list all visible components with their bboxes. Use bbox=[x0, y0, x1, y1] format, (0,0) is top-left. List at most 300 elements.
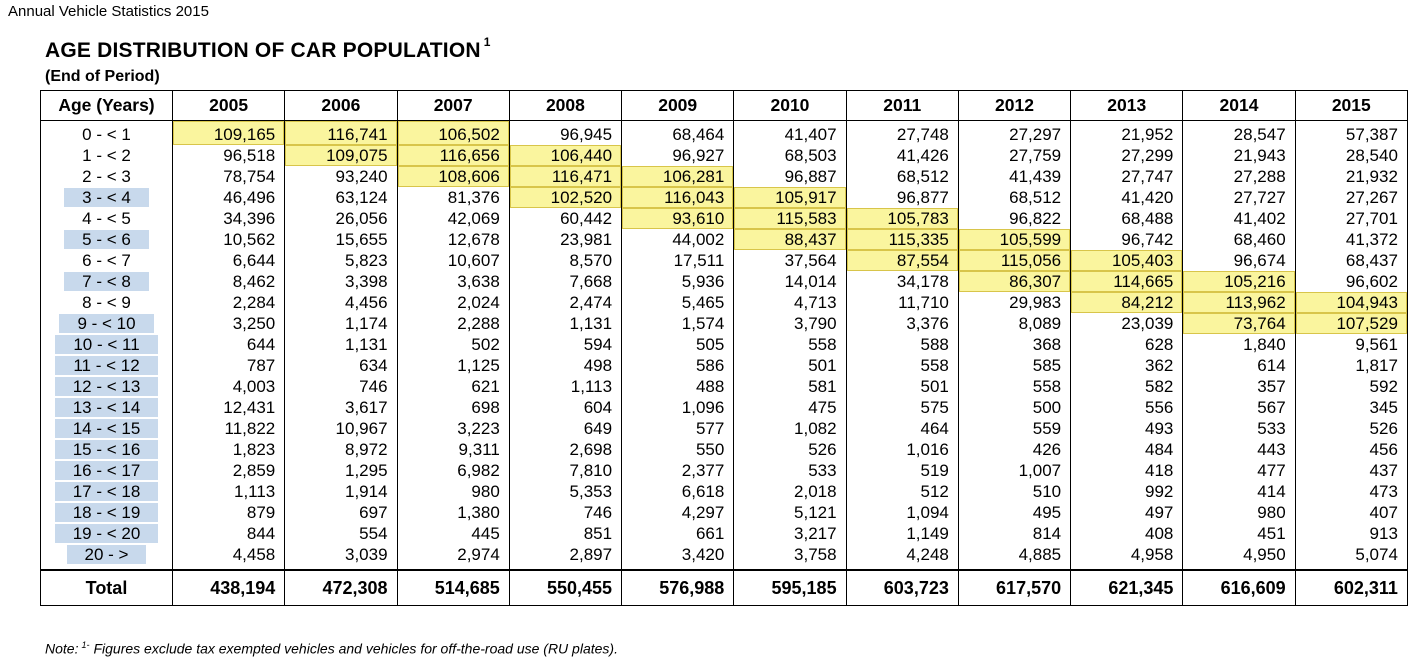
value-cell: 8,972 bbox=[285, 439, 397, 460]
value-cell: 116,656 bbox=[397, 145, 509, 166]
value-cell: 697 bbox=[285, 502, 397, 523]
value-cell: 634 bbox=[285, 355, 397, 376]
total-value-cell: 617,570 bbox=[958, 570, 1070, 606]
age-cell bbox=[41, 481, 173, 502]
value-cell: 586 bbox=[622, 355, 734, 376]
value-cell: 27,267 bbox=[1295, 187, 1407, 208]
value-cell: 368 bbox=[958, 334, 1070, 355]
header-row bbox=[41, 91, 1408, 121]
column-header-year: 2009 bbox=[622, 91, 734, 121]
table-subtitle: (End of Period) bbox=[45, 68, 160, 85]
value-cell: 10,607 bbox=[397, 250, 509, 271]
age-label: 13 - < 14 bbox=[55, 398, 159, 417]
age-cell bbox=[41, 439, 173, 460]
column-header-age: Age (Years) bbox=[41, 91, 173, 121]
age-label: 10 - < 11 bbox=[55, 335, 157, 354]
table-title-text: AGE DISTRIBUTION OF CAR POPULATION bbox=[45, 39, 481, 62]
table-row bbox=[41, 544, 1408, 570]
value-cell: 559 bbox=[958, 418, 1070, 439]
value-cell: 4,003 bbox=[173, 376, 285, 397]
age-label: 9 - < 10 bbox=[59, 314, 153, 333]
total-value-cell: 550,455 bbox=[509, 570, 621, 606]
value-cell: 37,564 bbox=[734, 250, 846, 271]
value-cell: 1,131 bbox=[285, 334, 397, 355]
value-cell: 8,089 bbox=[958, 313, 1070, 334]
age-label: 11 - < 12 bbox=[55, 356, 157, 375]
age-cell bbox=[41, 397, 173, 418]
value-cell: 109,165 bbox=[173, 121, 285, 146]
table-row bbox=[41, 439, 1408, 460]
age-label: 18 - < 19 bbox=[55, 503, 159, 522]
value-cell: 1,174 bbox=[285, 313, 397, 334]
value-cell: 3,758 bbox=[734, 544, 846, 570]
value-cell: 27,747 bbox=[1071, 166, 1183, 187]
value-cell: 115,056 bbox=[958, 250, 1070, 271]
value-cell: 21,932 bbox=[1295, 166, 1407, 187]
value-cell: 12,678 bbox=[397, 229, 509, 250]
value-cell: 3,376 bbox=[846, 313, 958, 334]
value-cell: 27,288 bbox=[1183, 166, 1295, 187]
table-header bbox=[41, 91, 1408, 121]
table-row bbox=[41, 250, 1408, 271]
value-cell: 980 bbox=[1183, 502, 1295, 523]
age-label: 16 - < 17 bbox=[55, 461, 159, 480]
value-cell: 844 bbox=[173, 523, 285, 544]
value-cell: 980 bbox=[397, 481, 509, 502]
table-row bbox=[41, 145, 1408, 166]
value-cell: 9,561 bbox=[1295, 334, 1407, 355]
value-cell: 4,950 bbox=[1183, 544, 1295, 570]
value-cell: 96,945 bbox=[509, 121, 621, 146]
value-cell: 116,043 bbox=[622, 187, 734, 208]
value-cell: 41,439 bbox=[958, 166, 1070, 187]
column-header-year: 2013 bbox=[1071, 91, 1183, 121]
value-cell: 108,606 bbox=[397, 166, 509, 187]
document-header: Annual Vehicle Statistics 2015 bbox=[8, 3, 209, 20]
total-value-cell: 621,345 bbox=[1071, 570, 1183, 606]
value-cell: 78,754 bbox=[173, 166, 285, 187]
value-cell: 105,599 bbox=[958, 229, 1070, 250]
age-label: 7 - < 8 bbox=[64, 272, 149, 291]
total-value-cell: 595,185 bbox=[734, 570, 846, 606]
table-row bbox=[41, 523, 1408, 544]
value-cell: 493 bbox=[1071, 418, 1183, 439]
age-cell bbox=[41, 208, 173, 229]
value-cell: 87,554 bbox=[846, 250, 958, 271]
value-cell: 109,075 bbox=[285, 145, 397, 166]
value-cell: 29,983 bbox=[958, 292, 1070, 313]
value-cell: 526 bbox=[734, 439, 846, 460]
value-cell: 115,335 bbox=[846, 229, 958, 250]
age-label: 1 - < 2 bbox=[82, 145, 131, 165]
title-footnote-mark: 1 bbox=[483, 35, 491, 49]
value-cell: 5,074 bbox=[1295, 544, 1407, 570]
age-label: 8 - < 9 bbox=[82, 292, 131, 312]
value-cell: 1,131 bbox=[509, 313, 621, 334]
value-cell: 12,431 bbox=[173, 397, 285, 418]
value-cell: 1,817 bbox=[1295, 355, 1407, 376]
value-cell: 114,665 bbox=[1071, 271, 1183, 292]
value-cell: 2,288 bbox=[397, 313, 509, 334]
value-cell: 105,216 bbox=[1183, 271, 1295, 292]
value-cell: 510 bbox=[958, 481, 1070, 502]
value-cell: 851 bbox=[509, 523, 621, 544]
value-cell: 6,644 bbox=[173, 250, 285, 271]
age-cell bbox=[41, 460, 173, 481]
value-cell: 57,387 bbox=[1295, 121, 1407, 146]
value-cell: 2,284 bbox=[173, 292, 285, 313]
table-row bbox=[41, 313, 1408, 334]
value-cell: 6,618 bbox=[622, 481, 734, 502]
value-cell: 3,398 bbox=[285, 271, 397, 292]
value-cell: 3,790 bbox=[734, 313, 846, 334]
value-cell: 582 bbox=[1071, 376, 1183, 397]
value-cell: 68,512 bbox=[958, 187, 1070, 208]
value-cell: 556 bbox=[1071, 397, 1183, 418]
value-cell: 456 bbox=[1295, 439, 1407, 460]
value-cell: 407 bbox=[1295, 502, 1407, 523]
value-cell: 3,250 bbox=[173, 313, 285, 334]
value-cell: 2,024 bbox=[397, 292, 509, 313]
value-cell: 27,299 bbox=[1071, 145, 1183, 166]
value-cell: 661 bbox=[622, 523, 734, 544]
value-cell: 5,353 bbox=[509, 481, 621, 502]
age-label: 4 - < 5 bbox=[82, 208, 131, 228]
value-cell: 23,981 bbox=[509, 229, 621, 250]
age-label: 3 - < 4 bbox=[64, 188, 149, 207]
value-cell: 7,668 bbox=[509, 271, 621, 292]
value-cell: 1,096 bbox=[622, 397, 734, 418]
age-cell bbox=[41, 376, 173, 397]
value-cell: 4,297 bbox=[622, 502, 734, 523]
total-value-cell: 576,988 bbox=[622, 570, 734, 606]
value-cell: 41,420 bbox=[1071, 187, 1183, 208]
value-cell: 1,125 bbox=[397, 355, 509, 376]
table-row bbox=[41, 187, 1408, 208]
age-label: 6 - < 7 bbox=[82, 250, 131, 270]
value-cell: 426 bbox=[958, 439, 1070, 460]
value-cell: 106,502 bbox=[397, 121, 509, 146]
value-cell: 41,372 bbox=[1295, 229, 1407, 250]
value-cell: 1,823 bbox=[173, 439, 285, 460]
value-cell: 577 bbox=[622, 418, 734, 439]
age-label: 12 - < 13 bbox=[55, 377, 159, 396]
value-cell: 27,297 bbox=[958, 121, 1070, 146]
value-cell: 105,783 bbox=[846, 208, 958, 229]
value-cell: 73,764 bbox=[1183, 313, 1295, 334]
value-cell: 2,897 bbox=[509, 544, 621, 570]
age-cell bbox=[41, 187, 173, 208]
age-label: 20 - > bbox=[67, 545, 147, 564]
value-cell: 116,741 bbox=[285, 121, 397, 146]
age-cell bbox=[41, 334, 173, 355]
value-cell: 96,877 bbox=[846, 187, 958, 208]
value-cell: 502 bbox=[397, 334, 509, 355]
value-cell: 15,655 bbox=[285, 229, 397, 250]
age-label: 14 - < 15 bbox=[55, 419, 159, 438]
value-cell: 68,503 bbox=[734, 145, 846, 166]
value-cell: 21,952 bbox=[1071, 121, 1183, 146]
table-row bbox=[41, 397, 1408, 418]
value-cell: 1,113 bbox=[509, 376, 621, 397]
column-header-year: 2008 bbox=[509, 91, 621, 121]
age-label: 19 - < 20 bbox=[55, 524, 159, 543]
value-cell: 44,002 bbox=[622, 229, 734, 250]
value-cell: 96,822 bbox=[958, 208, 1070, 229]
value-cell: 27,748 bbox=[846, 121, 958, 146]
value-cell: 621 bbox=[397, 376, 509, 397]
total-value-cell: 602,311 bbox=[1295, 570, 1407, 606]
value-cell: 437 bbox=[1295, 460, 1407, 481]
total-value-cell: 616,609 bbox=[1183, 570, 1295, 606]
value-cell: 10,967 bbox=[285, 418, 397, 439]
value-cell: 106,440 bbox=[509, 145, 621, 166]
column-header-year: 2011 bbox=[846, 91, 958, 121]
value-cell: 105,917 bbox=[734, 187, 846, 208]
value-cell: 500 bbox=[958, 397, 1070, 418]
age-cell bbox=[41, 166, 173, 187]
age-cell bbox=[41, 229, 173, 250]
total-row bbox=[41, 570, 1408, 606]
footnote bbox=[45, 640, 618, 657]
value-cell: 113,962 bbox=[1183, 292, 1295, 313]
table-row bbox=[41, 292, 1408, 313]
age-label: 15 - < 16 bbox=[55, 440, 159, 459]
value-cell: 533 bbox=[734, 460, 846, 481]
value-cell: 96,887 bbox=[734, 166, 846, 187]
value-cell: 992 bbox=[1071, 481, 1183, 502]
value-cell: 567 bbox=[1183, 397, 1295, 418]
value-cell: 4,458 bbox=[173, 544, 285, 570]
value-cell: 96,518 bbox=[173, 145, 285, 166]
table-row bbox=[41, 376, 1408, 397]
value-cell: 96,927 bbox=[622, 145, 734, 166]
value-cell: 501 bbox=[846, 376, 958, 397]
value-cell: 21,943 bbox=[1183, 145, 1295, 166]
value-cell: 2,859 bbox=[173, 460, 285, 481]
value-cell: 519 bbox=[846, 460, 958, 481]
value-cell: 443 bbox=[1183, 439, 1295, 460]
table-row bbox=[41, 229, 1408, 250]
age-cell bbox=[41, 523, 173, 544]
value-cell: 3,217 bbox=[734, 523, 846, 544]
value-cell: 554 bbox=[285, 523, 397, 544]
value-cell: 5,465 bbox=[622, 292, 734, 313]
value-cell: 9,311 bbox=[397, 439, 509, 460]
value-cell: 497 bbox=[1071, 502, 1183, 523]
note-text: Figures exclude tax exempted vehicles and vehicles for off-the-road use (RU plates). bbox=[93, 640, 618, 657]
value-cell: 558 bbox=[734, 334, 846, 355]
table-body bbox=[41, 121, 1408, 606]
value-cell: 3,617 bbox=[285, 397, 397, 418]
value-cell: 505 bbox=[622, 334, 734, 355]
value-cell: 93,610 bbox=[622, 208, 734, 229]
age-cell bbox=[41, 271, 173, 292]
value-cell: 451 bbox=[1183, 523, 1295, 544]
value-cell: 698 bbox=[397, 397, 509, 418]
value-cell: 115,583 bbox=[734, 208, 846, 229]
value-cell: 60,442 bbox=[509, 208, 621, 229]
value-cell: 26,056 bbox=[285, 208, 397, 229]
value-cell: 68,512 bbox=[846, 166, 958, 187]
value-cell: 2,698 bbox=[509, 439, 621, 460]
value-cell: 23,039 bbox=[1071, 313, 1183, 334]
value-cell: 4,713 bbox=[734, 292, 846, 313]
value-cell: 8,462 bbox=[173, 271, 285, 292]
value-cell: 107,529 bbox=[1295, 313, 1407, 334]
value-cell: 27,701 bbox=[1295, 208, 1407, 229]
value-cell: 1,295 bbox=[285, 460, 397, 481]
value-cell: 512 bbox=[846, 481, 958, 502]
value-cell: 96,602 bbox=[1295, 271, 1407, 292]
value-cell: 10,562 bbox=[173, 229, 285, 250]
value-cell: 116,471 bbox=[509, 166, 621, 187]
column-header-year: 2015 bbox=[1295, 91, 1407, 121]
value-cell: 2,974 bbox=[397, 544, 509, 570]
column-header-year: 2006 bbox=[285, 91, 397, 121]
age-cell bbox=[41, 544, 173, 570]
age-label: 17 - < 18 bbox=[55, 482, 159, 501]
age-cell bbox=[41, 418, 173, 439]
value-cell: 3,223 bbox=[397, 418, 509, 439]
value-cell: 464 bbox=[846, 418, 958, 439]
value-cell: 1,094 bbox=[846, 502, 958, 523]
value-cell: 649 bbox=[509, 418, 621, 439]
value-cell: 1,016 bbox=[846, 439, 958, 460]
value-cell: 42,069 bbox=[397, 208, 509, 229]
value-cell: 3,039 bbox=[285, 544, 397, 570]
value-cell: 588 bbox=[846, 334, 958, 355]
value-cell: 495 bbox=[958, 502, 1070, 523]
value-cell: 879 bbox=[173, 502, 285, 523]
table-row bbox=[41, 208, 1408, 229]
note-mark: 1- bbox=[81, 640, 90, 650]
value-cell: 68,460 bbox=[1183, 229, 1295, 250]
value-cell: 1,007 bbox=[958, 460, 1070, 481]
value-cell: 6,982 bbox=[397, 460, 509, 481]
value-cell: 408 bbox=[1071, 523, 1183, 544]
value-cell: 68,464 bbox=[622, 121, 734, 146]
column-header-year: 2012 bbox=[958, 91, 1070, 121]
value-cell: 63,124 bbox=[285, 187, 397, 208]
table-row bbox=[41, 502, 1408, 523]
value-cell: 93,240 bbox=[285, 166, 397, 187]
value-cell: 592 bbox=[1295, 376, 1407, 397]
total-label: Total bbox=[41, 570, 173, 606]
value-cell: 7,810 bbox=[509, 460, 621, 481]
table-row bbox=[41, 166, 1408, 187]
column-header-year: 2014 bbox=[1183, 91, 1295, 121]
value-cell: 2,377 bbox=[622, 460, 734, 481]
column-header-year: 2010 bbox=[734, 91, 846, 121]
total-value-cell: 603,723 bbox=[846, 570, 958, 606]
value-cell: 814 bbox=[958, 523, 1070, 544]
age-cell bbox=[41, 355, 173, 376]
age-label: 2 - < 3 bbox=[82, 166, 131, 186]
value-cell: 1,914 bbox=[285, 481, 397, 502]
value-cell: 27,759 bbox=[958, 145, 1070, 166]
table-row bbox=[41, 271, 1408, 292]
age-cell bbox=[41, 145, 173, 166]
table-row bbox=[41, 355, 1408, 376]
value-cell: 11,710 bbox=[846, 292, 958, 313]
value-cell: 1,840 bbox=[1183, 334, 1295, 355]
age-cell bbox=[41, 313, 173, 334]
value-cell: 4,958 bbox=[1071, 544, 1183, 570]
value-cell: 526 bbox=[1295, 418, 1407, 439]
value-cell: 414 bbox=[1183, 481, 1295, 502]
value-cell: 644 bbox=[173, 334, 285, 355]
value-cell: 5,823 bbox=[285, 250, 397, 271]
column-header-year: 2005 bbox=[173, 91, 285, 121]
value-cell: 498 bbox=[509, 355, 621, 376]
value-cell: 105,403 bbox=[1071, 250, 1183, 271]
value-cell: 1,380 bbox=[397, 502, 509, 523]
value-cell: 614 bbox=[1183, 355, 1295, 376]
table-row bbox=[41, 460, 1408, 481]
total-value-cell: 472,308 bbox=[285, 570, 397, 606]
value-cell: 28,540 bbox=[1295, 145, 1407, 166]
value-cell: 488 bbox=[622, 376, 734, 397]
total-value-cell: 438,194 bbox=[173, 570, 285, 606]
value-cell: 41,402 bbox=[1183, 208, 1295, 229]
table-title bbox=[45, 35, 491, 63]
value-cell: 41,426 bbox=[846, 145, 958, 166]
age-cell bbox=[41, 502, 173, 523]
value-cell: 102,520 bbox=[509, 187, 621, 208]
column-header-year: 2007 bbox=[397, 91, 509, 121]
value-cell: 787 bbox=[173, 355, 285, 376]
value-cell: 1,149 bbox=[846, 523, 958, 544]
total-value-cell: 514,685 bbox=[397, 570, 509, 606]
value-cell: 746 bbox=[285, 376, 397, 397]
value-cell: 104,943 bbox=[1295, 292, 1407, 313]
value-cell: 473 bbox=[1295, 481, 1407, 502]
note-prefix: Note: bbox=[45, 640, 79, 657]
value-cell: 501 bbox=[734, 355, 846, 376]
age-cell bbox=[41, 250, 173, 271]
value-cell: 5,121 bbox=[734, 502, 846, 523]
age-cell bbox=[41, 292, 173, 313]
age-label: 0 - < 1 bbox=[82, 124, 131, 144]
value-cell: 41,407 bbox=[734, 121, 846, 146]
table-row bbox=[41, 418, 1408, 439]
value-cell: 68,488 bbox=[1071, 208, 1183, 229]
value-cell: 550 bbox=[622, 439, 734, 460]
value-cell: 581 bbox=[734, 376, 846, 397]
value-cell: 477 bbox=[1183, 460, 1295, 481]
value-cell: 46,496 bbox=[173, 187, 285, 208]
value-cell: 2,474 bbox=[509, 292, 621, 313]
value-cell: 86,307 bbox=[958, 271, 1070, 292]
value-cell: 5,936 bbox=[622, 271, 734, 292]
value-cell: 8,570 bbox=[509, 250, 621, 271]
value-cell: 594 bbox=[509, 334, 621, 355]
value-cell: 28,547 bbox=[1183, 121, 1295, 146]
value-cell: 4,885 bbox=[958, 544, 1070, 570]
value-cell: 558 bbox=[846, 355, 958, 376]
value-cell: 475 bbox=[734, 397, 846, 418]
value-cell: 68,437 bbox=[1295, 250, 1407, 271]
value-cell: 362 bbox=[1071, 355, 1183, 376]
value-cell: 558 bbox=[958, 376, 1070, 397]
value-cell: 418 bbox=[1071, 460, 1183, 481]
value-cell: 1,082 bbox=[734, 418, 846, 439]
value-cell: 106,281 bbox=[622, 166, 734, 187]
value-cell: 604 bbox=[509, 397, 621, 418]
value-cell: 34,178 bbox=[846, 271, 958, 292]
value-cell: 81,376 bbox=[397, 187, 509, 208]
